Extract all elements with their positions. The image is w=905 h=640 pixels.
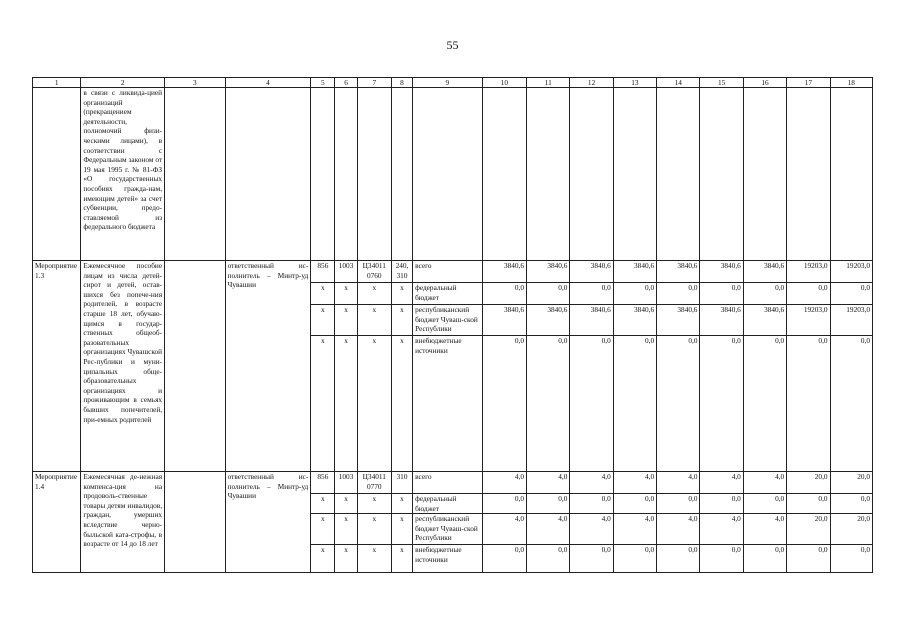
financing-value: 4,0: [482, 514, 526, 545]
financing-value: 4,0: [613, 514, 656, 545]
financing-value: 0,0: [527, 545, 570, 573]
budget-code-section: x: [335, 494, 357, 514]
column-number: 2: [81, 78, 165, 88]
financing-value: 0,0: [743, 545, 786, 573]
financing-value: 0,0: [743, 283, 786, 305]
column-number: 1: [33, 78, 81, 88]
financing-value: 0,0: [830, 494, 872, 514]
financing-row: [33, 472, 873, 494]
financing-value: 4,0: [613, 472, 656, 494]
funding-source: внебюджетные источники: [413, 545, 483, 573]
financing-value: 0,0: [700, 494, 743, 514]
financing-value: 19203,0: [830, 305, 872, 336]
column-number: 15: [700, 78, 743, 88]
budget-code-grbs: 856: [311, 472, 335, 494]
column-number: 7: [357, 78, 391, 88]
budget-code-target: x: [357, 494, 391, 514]
budget-code-expense: x: [391, 545, 412, 573]
financing-value: 19203,0: [830, 261, 872, 283]
financing-value: 3840,6: [700, 261, 743, 283]
budget-code-target: Ц34011 0760: [357, 261, 391, 283]
budget-code-section: x: [335, 305, 357, 336]
financing-value: 0,0: [787, 494, 830, 514]
financing-value: 4,0: [700, 472, 743, 494]
financing-row: [33, 261, 873, 283]
financing-value: 0,0: [700, 283, 743, 305]
financing-value: 0,0: [613, 494, 656, 514]
budget-code-expense: 240, 310: [391, 261, 412, 283]
budget-code-target: x: [357, 305, 391, 336]
financing-value: 0,0: [657, 545, 700, 573]
funding-source: всего: [413, 261, 483, 283]
financing-value: 3840,6: [657, 261, 700, 283]
financing-value: 0,0: [787, 336, 830, 472]
column-number: 4: [225, 78, 311, 88]
budget-code-expense: x: [391, 283, 412, 305]
budget-code-target: x: [357, 336, 391, 472]
budget-code-section: x: [335, 545, 357, 573]
financing-value: 20,0: [787, 472, 830, 494]
financing-value: 0,0: [743, 494, 786, 514]
financing-value: 0,0: [657, 336, 700, 472]
column-number: 6: [335, 78, 357, 88]
financing-value: 0,0: [657, 283, 700, 305]
measure-column-3: [165, 472, 226, 573]
budget-code-target: x: [357, 514, 391, 545]
financing-value: 0,0: [830, 336, 872, 472]
financing-value: 3840,6: [613, 305, 656, 336]
financing-value: 0,0: [830, 283, 872, 305]
page-number: 55: [446, 38, 459, 52]
financing-value: 4,0: [657, 472, 700, 494]
column-number: 12: [570, 78, 613, 88]
budget-code-expense: 310: [391, 472, 412, 494]
budget-code-target: Ц34011 0770: [357, 472, 391, 494]
program-financing-table: [32, 77, 873, 573]
budget-code-grbs: 856: [311, 261, 335, 283]
budget-code-section: 1003: [335, 472, 357, 494]
measure-description: Ежемесячное пособие лицам из числа детей-сирот и детей, остав-шихся без попече-ния родителей, в возрасте старше 18 лет, обучаю-щимся в государ-ственных общеоб-разовательных организациях Чувашской Рес-публики и муни-ципальных обще-образовательных организациях и проживающим в семьях бывших попечителей, при-емных родителей: [81, 261, 165, 472]
budget-code-grbs: x: [311, 305, 335, 336]
measure-executor: ответственный ис-полнитель – Минтр-уд Чувашии: [225, 261, 311, 472]
financing-value: 0,0: [482, 283, 526, 305]
financing-value: 0,0: [613, 545, 656, 573]
financing-value: 0,0: [657, 494, 700, 514]
financing-value: 3840,6: [482, 305, 526, 336]
funding-source: всего: [413, 472, 483, 494]
funding-source: федеральный бюджет: [413, 494, 483, 514]
column-number: 13: [613, 78, 656, 88]
budget-code-section: 1003: [335, 261, 357, 283]
financing-value: 0,0: [613, 336, 656, 472]
measure-column-3: [165, 261, 226, 472]
column-number: 18: [830, 78, 872, 88]
budget-code-grbs: x: [311, 336, 335, 472]
funding-source: федеральный бюджет: [413, 283, 483, 305]
financing-value: 3840,6: [570, 305, 613, 336]
column-number-row: [33, 78, 873, 88]
budget-code-target: x: [357, 283, 391, 305]
financing-value: 3840,6: [743, 305, 786, 336]
continuation-row: [33, 88, 873, 261]
measure-id: Мероприятие 1.3: [33, 261, 81, 472]
measure-description: Ежемесячная де-нежная компенса-ция на продоволь-ственные товары детям инвалидов, граждан, умерших вследствие черно-быльской ката-строфы, в возрасте от 14 до 18 лет: [81, 472, 165, 573]
financing-value: 0,0: [700, 545, 743, 573]
financing-value: 0,0: [700, 336, 743, 472]
column-number: 11: [527, 78, 570, 88]
financing-value: 4,0: [527, 514, 570, 545]
financing-value: 0,0: [613, 283, 656, 305]
financing-value: 0,0: [527, 283, 570, 305]
financing-value: 0,0: [570, 336, 613, 472]
financing-value: 0,0: [570, 545, 613, 573]
financing-value: 0,0: [527, 494, 570, 514]
financing-value: 0,0: [527, 336, 570, 472]
financing-value: 19203,0: [787, 261, 830, 283]
column-number: 9: [413, 78, 483, 88]
budget-code-expense: x: [391, 305, 412, 336]
funding-source: внебюджетные источники: [413, 336, 483, 472]
financing-value: 4,0: [700, 514, 743, 545]
measure-description: в связи с ликвида-цией организаций (прекращением деятельности, полномочий физи-ческими лицами), в соответствии с Федеральным законом от 19 мая 1995 г. № 81-ФЗ «О государственных пособиях гражда-нам, имеющим детей» за счет субвенции, предо-ставляемой из федерального бюджета: [81, 88, 165, 261]
financing-value: 4,0: [527, 472, 570, 494]
financing-value: 4,0: [743, 514, 786, 545]
budget-code-expense: x: [391, 336, 412, 472]
budget-code-grbs: x: [311, 545, 335, 573]
column-number: 14: [657, 78, 700, 88]
financing-value: 0,0: [830, 545, 872, 573]
column-number: 5: [311, 78, 335, 88]
financing-value: 20,0: [830, 514, 872, 545]
financing-value: 3840,6: [570, 261, 613, 283]
column-number: 17: [787, 78, 830, 88]
financing-value: 0,0: [570, 283, 613, 305]
column-number: 16: [743, 78, 786, 88]
budget-code-grbs: x: [311, 494, 335, 514]
budget-code-grbs: x: [311, 514, 335, 545]
financing-value: 0,0: [482, 336, 526, 472]
financing-value: 4,0: [743, 472, 786, 494]
measure-id: Мероприятие 1.4: [33, 472, 81, 573]
column-number: 8: [391, 78, 412, 88]
financing-value: 19203,0: [787, 305, 830, 336]
financing-value: 3840,6: [527, 261, 570, 283]
financing-value: 0,0: [482, 494, 526, 514]
financing-value: 0,0: [787, 545, 830, 573]
financing-value: 4,0: [482, 472, 526, 494]
funding-source: республиканский бюджет Чуваш-ской Республики: [413, 305, 483, 336]
financing-value: 0,0: [787, 283, 830, 305]
budget-code-section: x: [335, 514, 357, 545]
budget-code-expense: x: [391, 514, 412, 545]
financing-value: 4,0: [657, 514, 700, 545]
financing-value: 0,0: [743, 336, 786, 472]
financing-value: 20,0: [787, 514, 830, 545]
budget-code-expense: x: [391, 494, 412, 514]
column-number: 3: [165, 78, 226, 88]
financing-value: 0,0: [482, 545, 526, 573]
measure-executor: ответственный ис-полнитель – Минтр-уд Чувашии: [225, 472, 311, 573]
financing-value: 3840,6: [657, 305, 700, 336]
column-number: 10: [482, 78, 526, 88]
financing-value: 3840,6: [743, 261, 786, 283]
financing-value: 4,0: [570, 514, 613, 545]
budget-code-section: x: [335, 336, 357, 472]
financing-value: 3840,6: [482, 261, 526, 283]
financing-value: 20,0: [830, 472, 872, 494]
financing-value: 0,0: [570, 494, 613, 514]
financing-value: 3840,6: [613, 261, 656, 283]
funding-source: республиканский бюджет Чуваш-ской Республики: [413, 514, 483, 545]
budget-code-grbs: x: [311, 283, 335, 305]
budget-code-section: x: [335, 283, 357, 305]
budget-code-target: x: [357, 545, 391, 573]
financing-value: 3840,6: [700, 305, 743, 336]
financing-value: 3840,6: [527, 305, 570, 336]
financing-value: 4,0: [570, 472, 613, 494]
